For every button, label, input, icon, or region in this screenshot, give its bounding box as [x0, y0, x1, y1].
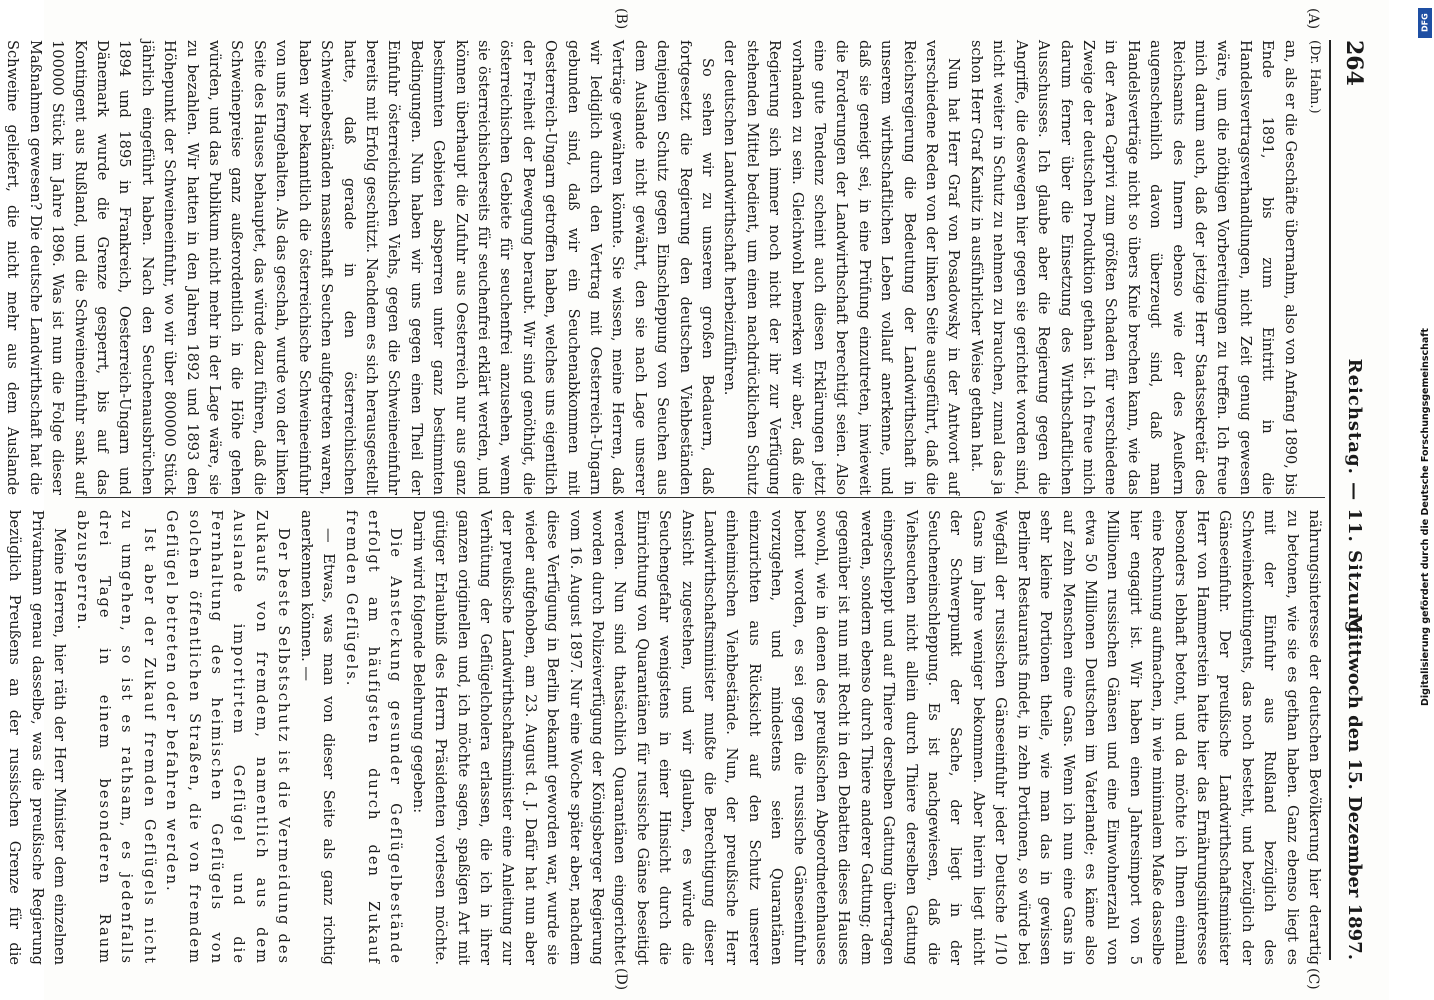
quoted-paragraph: Der beste Selbstschutz ist die Vermeidung des Zukaufs von fremdem, namentlich aus dem Auslande importirtem Geflügel und die Fernhaltung des heimischen Geflügels von solchen öffentlichen Straßen, die von fremdem Geflügel betreten oder befahren werden.: [163, 510, 293, 965]
margin-marker-b: (B): [613, 8, 629, 30]
paragraph: nährungsinteresse der deutschen Bevölkerung hier derartig zu betonen, wie sie es gethan haben. Ganz ebenso liegt es mit der Einfuhr aus Rußland bezüglich des Schweinekontingents, das noch besteht, und bezüglich der Gänseeinfuhr. Der preußische Landwirthschaftsminister Herr von Hammerstein hatte hier das Ernährungsinteresse besonders lebhaft betont, und da möchte ich Ihnen einmal eine Rechnung aufmachen, in wie minimalem Maße dasselbe hier engagirt ist. Wir haben einen Jahresimport von 5 Millionen russischen Gänsen und eine Einwohnerzahl von etwa 50 Millionen Deutschen im Vaterlande; es käme also auf zehn Menschen eine Gans. Wenn ich nun eine Gans in sehr kleine Portionen theile, wie man das in gewissen Berliner Restaurants findet, in zehn Portionen, so würde bei Wegfall der russischen Gänseeinfuhr jeder Deutsche 1/10 Gans im Jahre weniger bekommen. Aber hierin liegt nicht der Schwerpunkt der Sache, der liegt in der Seucheneinschleppung. Es ist nachgewiesen, daß die Viehseuchen nicht allein durch Thiere derselben Gattung eingeschleppt und auf Thiere derselben Gattung übertragen werden, sondern ebenso durch Thiere anderer Gattung; dem gegenüber ist nun mit Recht in den Debatten dieses Hauses sowohl, wie in denen des preußischen Abgeordnetenhauses betont worden, es sei gegen die russische Gänseeinfuhr vorzugehen, und mindestens seien Quarantänen einzurichten aus Rücksicht auf den Schutz unserer einheimischen Viehbestände. Nun, der preußische Herr Landwirthschaftsminister mußte die Berechtigung dieser Ansicht zugestehen, und wir glauben, es würde die Seuchengefahr wenigstens in einer Hinsicht durch die Einrichtung von Quarantänen für russische Gänse beseitigt werden. Nun sind thatsächlich Quarantänen eingerichtet worden durch Polizeiverfügung der Königsberger Regierung vom 16. August 1897. Nur eine Woche später aber, nachdem diese Verfügung in Berlin bekannt geworden war, wurde sie wieder aufgehoben, am 23. August d. J. Dafür hat nun aber der preußische Landwirthschaftsminister eine Anleitung zur Verhütung der Geflügelcholera erlassen, die ich in ihrer ganzen originellen und, ich möchte sagen, spaßigen Art mit gütiger Erlaubniß des Herrn Präsidenten vorlesen möchte. Darin wird folgende Belehrung gegeben:: [409, 510, 1323, 965]
quoted-paragraph: Die Ansteckung gesunder Geflügelbestände erfolgt am häufigsten durch den Zukauf fremden Geflügels.: [342, 510, 405, 965]
column-divider: [75, 497, 1325, 498]
dfg-logo: DFG: [1418, 8, 1432, 38]
margin-marker-a: (A): [1305, 8, 1321, 30]
quoted-paragraph: Ist aber der Zukauf fremden Geflügels nicht zu umgehen, so ist es rathsam, es jedenfalls drei Tage in einem besonderen Raum abzusperren.: [73, 510, 158, 965]
scanned-page: [4, 0, 1389, 1000]
paragraph: an, als er die Geschäfte übernahm, also von Anfang 1890, bis Ende 1891, bis zum Eintritt in die Handelsvertragsverhandlungen, nicht Zeit genug gewesen wäre, um die nöthigen Vorbereitungen zu treffen. Ich freue mich darum auch, daß der jetzige Herr Staatssekretär des Reichsamts des Innern ebenso wie der des Aeußern augenscheinlich davon überzeugt sind, daß man Handelsverträge nicht so übers Knie brechen kann, wie das in der Aera Caprivi zum größten Schaden für verschiedene Zweige der deutschen Produktion gethan ist. Ich freue mich darum ferner über die Einsetzung des Wirthschaftlichen Ausschusses. Ich glaube aber die Regierung gegen die Angriffe, die deswegen hier gegen sie gerichtet worden sind, nicht weiter in Schutz zu nehmen zu brauchen, zumal das ja schon Herr Graf Kanitz in ausführlicher Weise gethan hat.: [967, 40, 1299, 495]
session-date: Mittwoch den 15. Dezember 1897.: [1344, 613, 1365, 960]
margin-marker-c: (C): [1305, 968, 1321, 990]
page-header: [1329, 40, 1375, 960]
paragraph: Nun hat Herr Graf von Posadowsky in der Antwort auf verschiedene Reden von der linken Seite ausgeführt, daß die Reichsregierung die Bedeutung der Landwirthschaft in unserem wirthschaftlichen Leben vollauf anerkenne, und daß sie geneigt sei, in eine Prüfung einzutreten, inwieweit die Forderungen der Landwirthschaft berechtigt seien. Also eine gute Tendenz scheint auch diesen Erklärungen jetzt vorhanden zu sein. Gleichwohl bemerken wir aber, daß die Regierung sich immer noch nicht der ihr zur Verfügung stehenden Mittel bedient, um einen nachdrücklichen Schutz der deutschen Landwirthschaft herbeizuführen.: [721, 40, 963, 495]
margin-marker-d: (D): [613, 968, 629, 991]
running-title: Reichstag. — 11. Sitzung.: [1344, 358, 1365, 642]
paragraph: Meine Herren, hier räth der Herr Minister dem einzelnen Privatmann genau dasselbe, was die preußische Regierung bezüglich Preußens an der russischen Grenze für die: [6, 510, 69, 965]
right-column: [6, 510, 1325, 965]
digitization-credit: Digitalisierung gefördert durch die Deutsche Forschungsgemeinschaft: [1420, 328, 1431, 706]
paragraph: So sehen wir zu unserem großen Bedauern, daß fortgesetzt die Regierung den deutschen Viehbeständen denjenigen Schutz gegen Einschleppung von Seuchen aus dem Auslande nicht gewährt, den sie nach Lage unserer Verträge gewähren könnte. Sie wissen, meine Herren, daß wir lediglich durch den Vertrag mit Oesterreich-Ungarn gebunden sind, daß wir ein Seuchenabkommen mit Oesterreich-Ungarn getroffen haben, welches uns eigentlich der Freiheit der Bewegung beraubt. Wir sind genöthigt, die österreichischen Gebiete für seuchenfrei anzusehen, wenn sie österreichischerseits für seuchenfrei erklärt werden, und können überhaupt die Zufuhr aus Oesterreich nur aus ganz bestimmten Gebieten absperren unter ganz bestimmten Bedingungen. Nun haben wir uns gegen einen Theil der Einfuhr österreichischen Viehs, gegen die Schweineeinfuhr bereits mit Erfolg geschützt. Nachdem es sich herausgestellt hatte, daß gerade in den österreichischen Schweinebeständen massenhaft Seuchen aufgetreten waren, haben wir bekanntlich die österreichische Schweineeinfuhr von uns ferngehalten. Als das geschah, wurde von der linken Seite des Hauses behauptet, das würde dazu führen, daß die Schweinepreise ganz außerordentlich in die Höhe gehen würden, und das Publikum nicht mehr in der Lage wäre, sie zu bezahlen. Wir hatten in den Jahren 1892 und 1893 den Höhepunkt der Schweineeinfuhr, wo wir über 800000 Stück jährlich eingeführt haben. Nach den Seuchenausbrüchen 1894 und 1895 in Frankreich, Oesterreich-Ungarn und Dänemark wurde die Grenze gesperrt, bis auf das Kontingent aus Rußland, und die Schweineeinfuhr sank auf 100000 Stück im Jahre 1896. Was ist nun die Folge dieser Maßnahmen gewesen? Die deutsche Landwirthschaft hat die Schweine geliefert, die nicht mehr aus dem Auslande: [4, 40, 717, 495]
speaker-label: (Dr. Hahn.): [1307, 40, 1322, 114]
interjection: — Etwas, was man von dieser Seite als ganz richtig anerkennen können. —: [297, 510, 338, 965]
left-column: [4, 40, 1325, 495]
page-number: 264: [1341, 40, 1367, 86]
